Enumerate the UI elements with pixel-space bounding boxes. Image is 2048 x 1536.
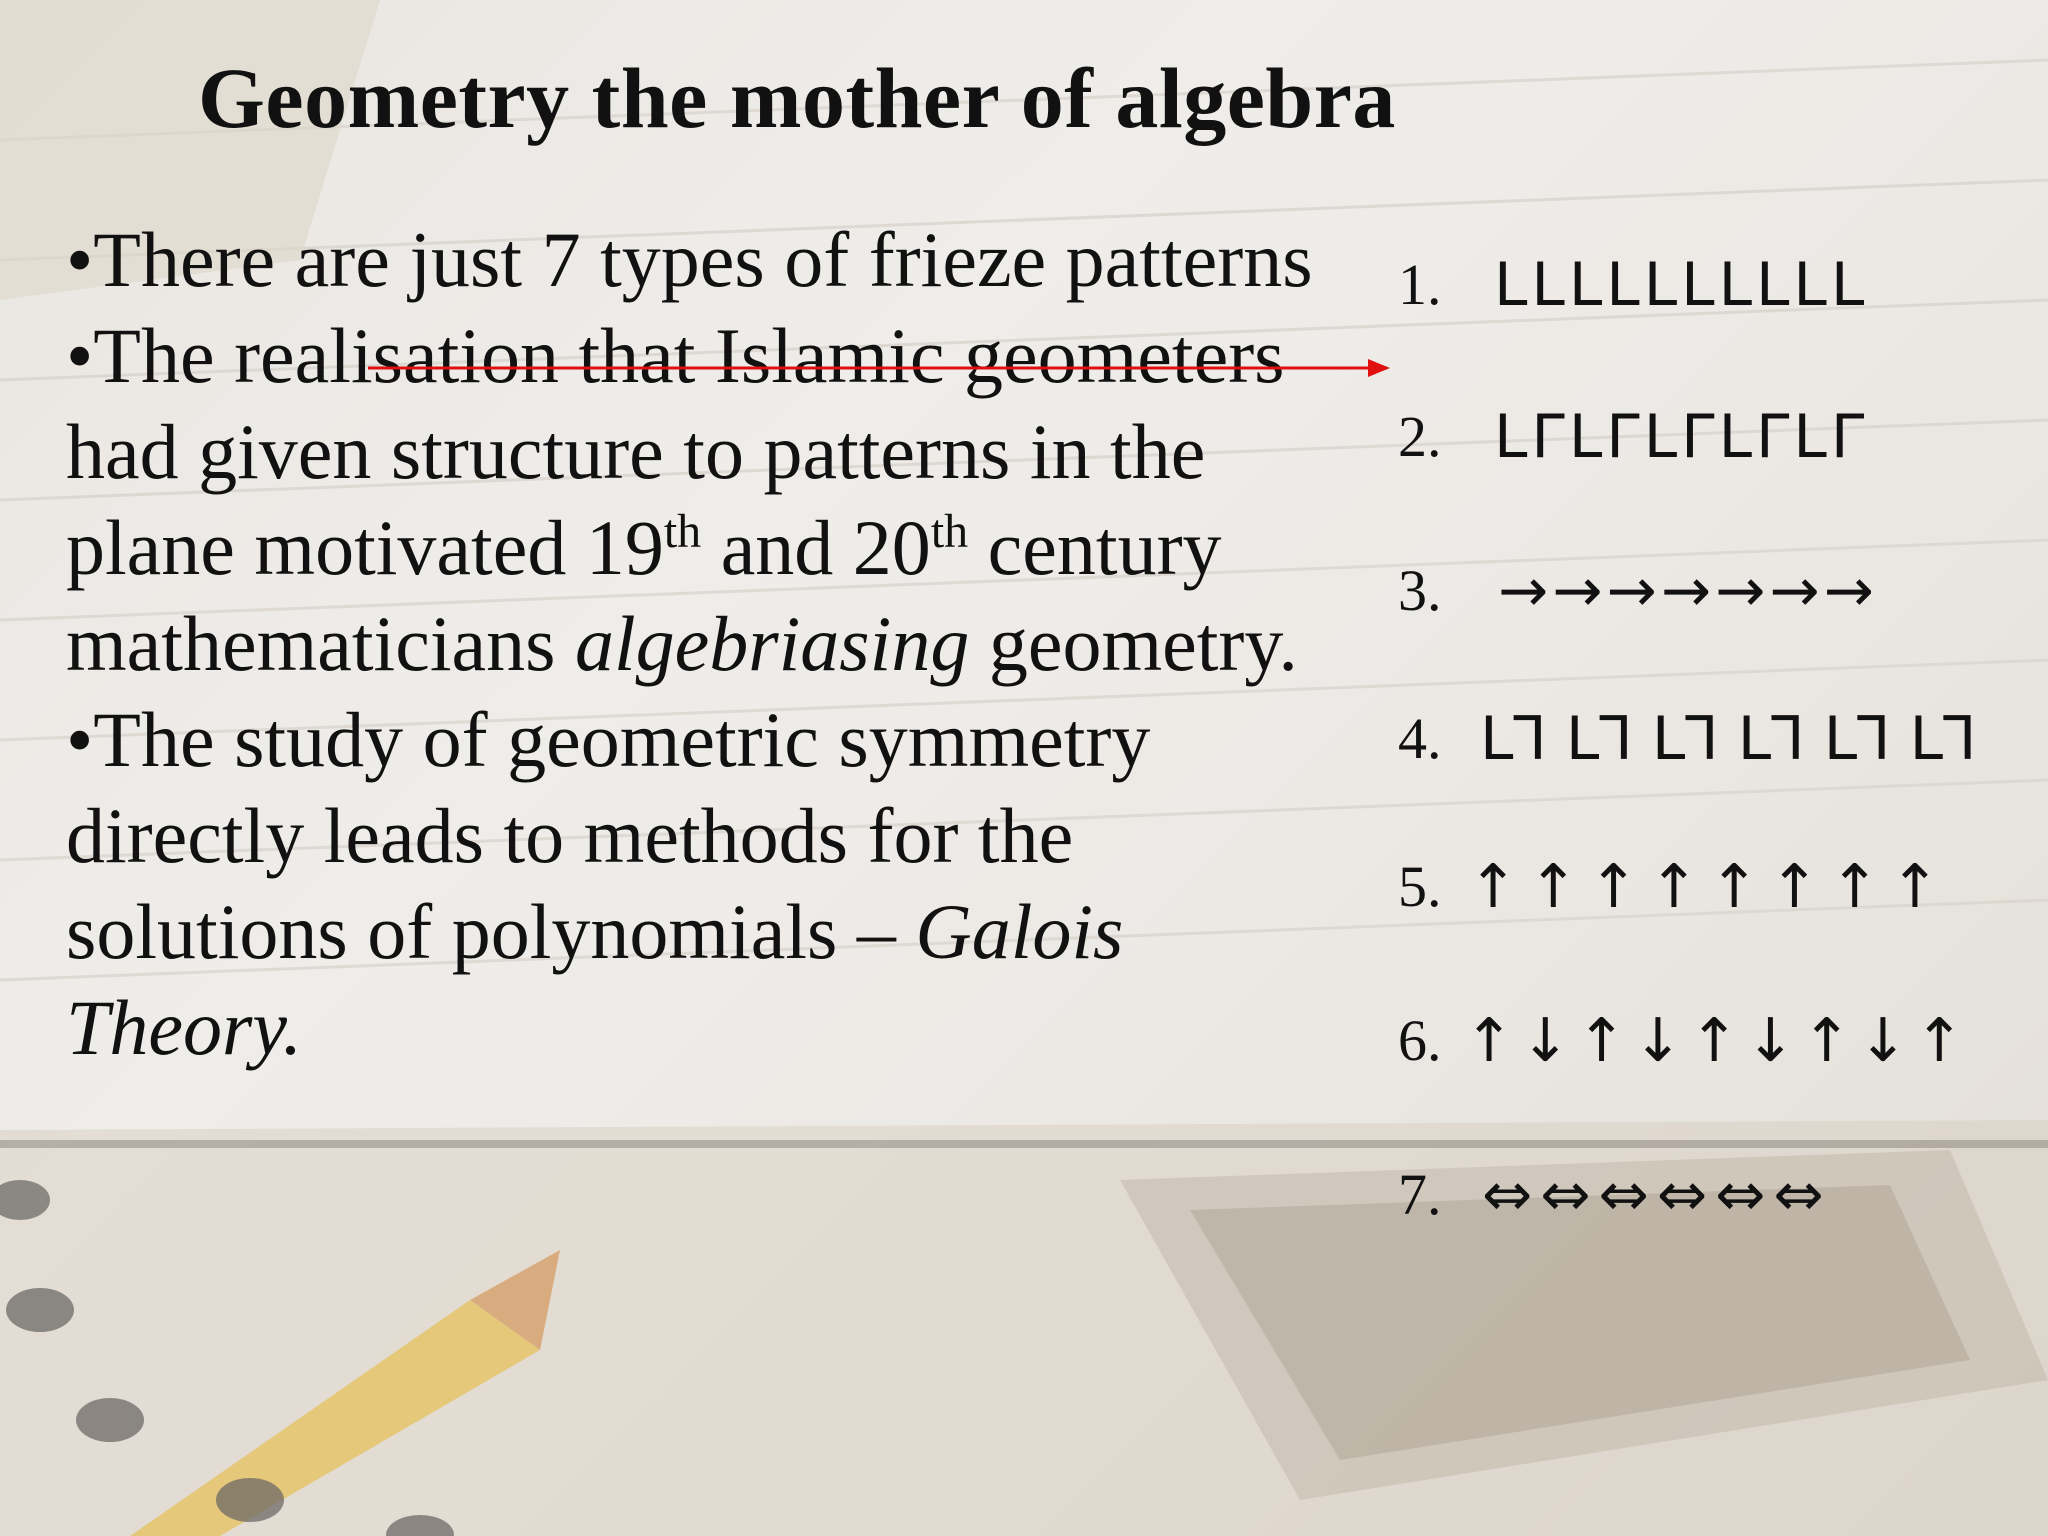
pattern-glyphs: LLLLLLLLLL — [1494, 250, 1869, 320]
superscript: th — [930, 505, 969, 558]
pattern-glyphs: →→→→→→→ — [1498, 556, 1878, 626]
text-run: and 20 — [701, 504, 931, 591]
pattern-number: 4. — [1398, 706, 1442, 771]
pattern-glyphs: L⅂ L⅂ L⅂ L⅂ L⅂ L⅂ — [1480, 704, 1977, 774]
pattern-number: 1. — [1398, 252, 1442, 317]
pattern-glyphs: LΓLΓLΓLΓLΓ — [1494, 402, 1869, 472]
pattern-glyphs: ⇔⇔⇔⇔⇔⇔ — [1482, 1160, 1832, 1230]
slide-title: Geometry the mother of algebra — [198, 50, 1396, 146]
pattern-number: 2. — [1398, 404, 1442, 469]
pattern-glyphs: ↑↓↑↓↑↓↑↓↑ — [1464, 1006, 1971, 1076]
italic-term: algebriasing — [574, 600, 970, 687]
bullet-list — [66, 212, 1336, 1076]
bullet-frieze-types: •There are just 7 types of frieze patterns — [66, 216, 1313, 303]
bullet-galois-theory — [66, 692, 1336, 1076]
pattern-number: 5. — [1398, 854, 1442, 919]
superscript: th — [663, 505, 702, 558]
arrow-head — [1368, 359, 1390, 377]
pattern-number: 3. — [1398, 558, 1442, 623]
pointer-arrow — [368, 356, 1390, 380]
pattern-glyphs: ↑↑↑↑↑↑↑↑ — [1468, 852, 1951, 922]
pattern-number: 6. — [1398, 1008, 1442, 1073]
text-run: •The realisation that Islamic geometers had given structure to patterns in the plane motivated 19 — [66, 312, 1285, 591]
text-run: geometry. — [969, 600, 1298, 687]
text-run: century mathematicians — [66, 504, 1222, 687]
italic-term: Galois Theory. — [66, 888, 1124, 1071]
text-run: •The study of geometric symmetry directly leads to methods for the solutions of polynomials – — [66, 696, 1151, 975]
pattern-number: 7. — [1398, 1162, 1442, 1227]
